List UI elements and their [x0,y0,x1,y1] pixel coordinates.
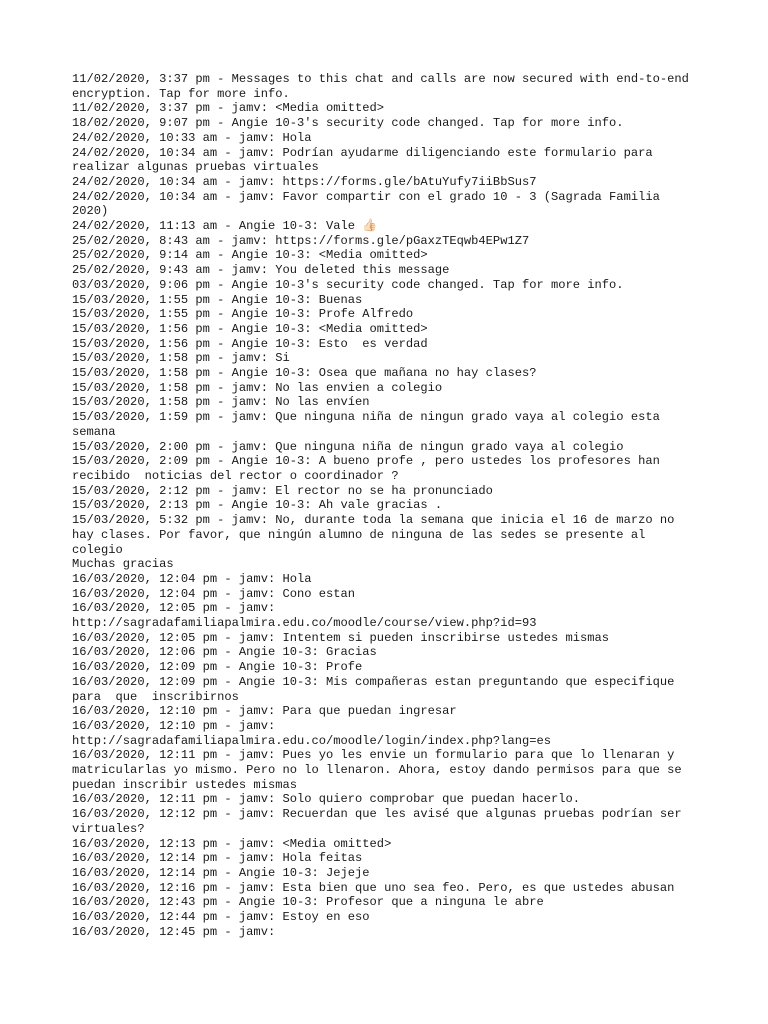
chat-log-line: 16/03/2020, 12:05 pm - jamv: [72,601,276,616]
chat-log-line: 15/03/2020, 1:55 pm - Angie 10-3: Profe Alfredo [72,307,414,322]
chat-log-line: 16/03/2020, 12:04 pm - jamv: Cono estan [72,586,356,601]
chat-log-line: 15/03/2020, 5:32 pm - jamv: No, durante toda la semana que inicia el 16 de marzo no hay clases. Por favor, que ningún alumno de ninguna de las sedes se presente al colegio [72,513,682,557]
chat-log-line: 16/03/2020, 12:12 pm - jamv: Recuerdan que les avisé que algunas pruebas podrían ser virtuales? [72,807,689,836]
chat-log-line: 24/02/2020, 10:34 am - jamv: Podrían ayudarme diligenciando este formulario para realizar algunas pruebas virtuales [72,145,660,175]
chat-log-line: 15/03/2020, 2:13 pm - Angie 10-3: Ah vale gracias . [72,498,443,513]
chat-log-line: 16/03/2020, 12:14 pm - Angie 10-3: Jejeje [72,865,370,880]
chat-log-line: 25/02/2020, 9:43 am - jamv: You deleted this message [72,263,450,278]
chat-log-line: 11/02/2020, 3:37 pm - jamv: <Media omitted> [72,101,385,116]
chat-log-line: 03/03/2020, 9:06 pm - Angie 10-3's security code changed. Tap for more info. [72,277,624,292]
chat-log-line: 15/03/2020, 1:56 pm - Angie 10-3: <Media omitted> [72,321,428,336]
chat-log-line: http://sagradafamiliapalmira.edu.co/moodle/course/view.php?id=93 [72,616,537,631]
chat-log-line: 18/02/2020, 9:07 pm - Angie 10-3's security code changed. Tap for more info. [72,116,624,131]
chat-log-line: 16/03/2020, 12:09 pm - Angie 10-3: Mis compañeras estan preguntando que especifique para que inscribirnos [72,674,682,704]
chat-log-line: 11/02/2020, 3:37 pm - Messages to this chat and calls are now secured with end-to-end encryption. Tap for more info. [72,72,697,101]
chat-log-line: 24/02/2020, 10:34 am - jamv: https://forms.gle/bAtuYufy7iiBbSus7 [72,174,537,189]
chat-log-line: 15/03/2020, 1:56 pm - Angie 10-3: Esto es verdad [72,336,428,351]
chat-log-line: 16/03/2020, 12:10 pm - jamv: Para que puedan ingresar [72,704,457,719]
chat-log-line: Muchas gracias [72,557,174,572]
chat-log-line: 16/03/2020, 12:45 pm - jamv: [72,924,276,939]
chat-log-line: 25/02/2020, 8:43 am - jamv: https://forms.gle/pGaxzTEqwb4EPw1Z7 [72,233,530,248]
chat-log-line: 16/03/2020, 12:14 pm - jamv: Hola feitas [72,851,363,866]
chat-log-line: 16/03/2020, 12:43 pm - Angie 10-3: Profesor que a ninguna le abre [72,895,544,910]
chat-log-line: 16/03/2020, 12:10 pm - jamv: [72,718,276,733]
chat-log-line: 24/02/2020, 10:34 am - jamv: Favor compartir con el grado 10 - 3 (Sagrada Familia 2020) [72,189,668,219]
chat-log-line: 16/03/2020, 12:16 pm - jamv: Esta bien que uno sea feo. Pero, es que ustedes abusan [72,880,675,895]
chat-log-line: 16/03/2020, 12:05 pm - jamv: Intentem si pueden inscribirse ustedes mismas [72,630,610,645]
chat-log-line: 16/03/2020, 12:06 pm - Angie 10-3: Gracias [72,645,377,660]
chat-log-line: 15/03/2020, 2:12 pm - jamv: El rector no se ha pronunciado [72,483,493,498]
chat-log-line: 16/03/2020, 12:11 pm - jamv: Pues yo les envie un formulario para que lo llenaran y matricularlas yo mismo. Pero no lo llenaron. Ahora, estoy dando permisos para que se puedan inscribir ustedes mismas [72,748,689,792]
chat-log-line: 15/03/2020, 1:58 pm - jamv: No las envien a colegio [72,380,443,395]
chat-log-line: 15/03/2020, 1:59 pm - jamv: Que ninguna niña de ningun grado vaya al colegio esta semana [72,410,668,439]
chat-log-line: 16/03/2020, 12:09 pm - Angie 10-3: Profe [72,660,363,675]
chat-log-line: 16/03/2020, 12:44 pm - jamv: Estoy en eso [72,910,370,925]
chat-log-line: 16/03/2020, 12:04 pm - jamv: Hola [72,571,312,586]
chat-log-line: 15/03/2020, 1:55 pm - Angie 10-3: Buenas [72,292,363,307]
chat-log-line: 15/03/2020, 1:58 pm - jamv: No las envíen [72,395,370,410]
chat-log-text [72,72,702,939]
chat-log-line: 16/03/2020, 12:11 pm - jamv: Solo quiero comprobar que puedan hacerlo. [72,792,581,807]
chat-log-line: 24/02/2020, 11:13 am - Angie 10-3: Vale 👍🏻 [72,219,378,234]
chat-log-line: 25/02/2020, 9:14 am - Angie 10-3: <Media omitted> [72,248,428,263]
chat-log-line: 15/03/2020, 2:09 pm - Angie 10-3: A bueno profe , pero ustedes los profesores han recibido noticias del rector o coordinador ? [72,454,668,483]
chat-log-line: 15/03/2020, 2:00 pm - jamv: Que ninguna niña de ningun grado vaya al colegio [72,439,624,454]
chat-log-line: 16/03/2020, 12:13 pm - jamv: <Media omitted> [72,836,392,851]
chat-log-line: 15/03/2020, 1:58 pm - jamv: Si [72,351,290,366]
chat-log-line: 15/03/2020, 1:58 pm - Angie 10-3: Osea que mañana no hay clases? [72,366,537,381]
chat-log-line: 24/02/2020, 10:33 am - jamv: Hola [72,130,312,145]
chat-log-line: http://sagradafamiliapalmira.edu.co/moodle/login/index.php?lang=es [72,733,551,748]
